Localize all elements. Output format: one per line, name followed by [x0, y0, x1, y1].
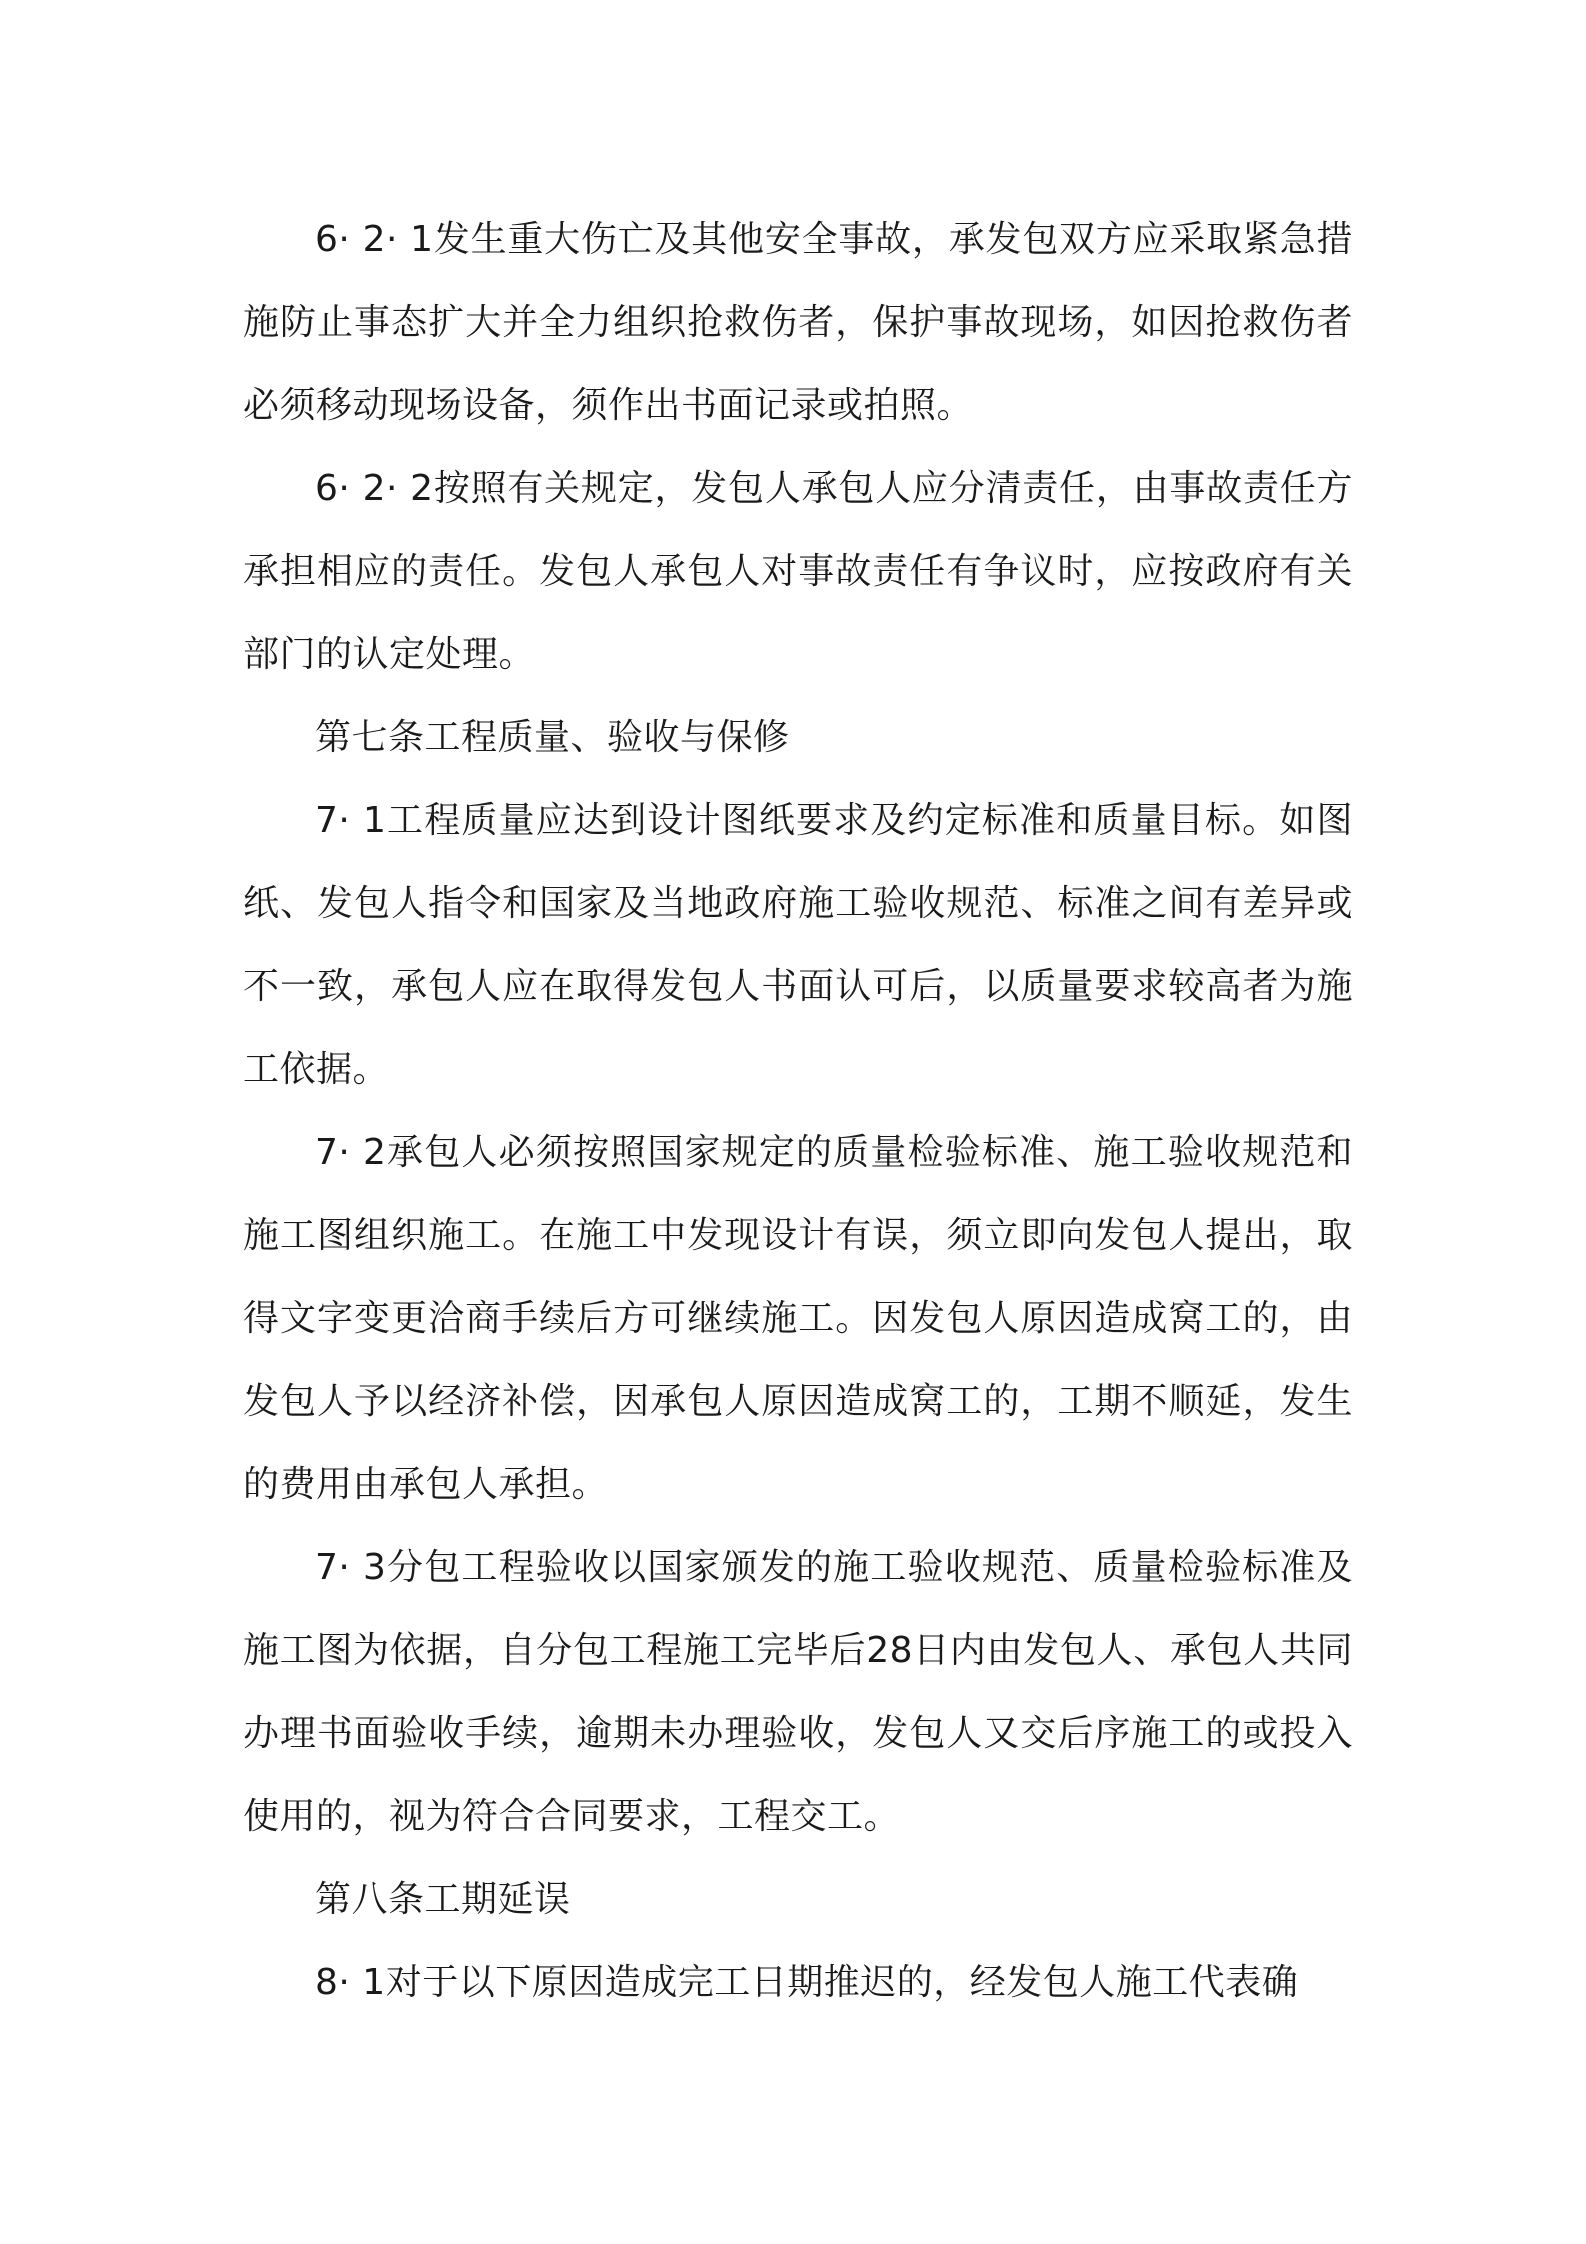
clause-7-3: 7· 3分包工程验收以国家颁发的施工验收规范、质量检验标准及施工图为依据，自分包工程施工完毕后28日内由发包人、承包人共同办理书面验收手续，逾期未办理验收，发包人又交后序施工的或投入使用的，视为符合合同要求，工程交工。 — [243, 1547, 1353, 1837]
document-body — [243, 198, 1353, 2024]
clause-7-2: 7· 2承包人必须按照国家规定的质量检验标准、施工验收规范和施工图组织施工。在施工中发现设计有误，须立即向发包人提出，取得文字变更洽商手续后方可继续施工。因发包人原因造成窝工的，由发包人予以经济补偿，因承包人原因造成窝工的，工期不顺延，发生的费用由承包人承担。 — [243, 1132, 1353, 1505]
clause-7-1: 7· 1工程质量应达到设计图纸要求及约定标准和质量目标。如图纸、发包人指令和国家及当地政府施工验收规范、标准之间有差异或不一致，承包人应在取得发包人书面认可后，以质量要求较高者为施工依据。 — [243, 800, 1353, 1090]
clause-8-1: 8· 1对于以下原因造成完工日期推迟的，经发包人施工代表确 — [315, 1962, 1299, 2003]
article-8-heading: 第八条工期延误 — [315, 1879, 571, 1920]
article-7-heading: 第七条工程质量、验收与保修 — [315, 717, 790, 758]
clause-6-2-2: 6· 2· 2按照有关规定，发包人承包人应分清责任，由事故责任方承担相应的责任。发包人承包人对事故责任有争议时，应按政府有关部门的认定处理。 — [243, 468, 1353, 675]
clause-6-2-1: 6· 2· 1发生重大伤亡及其他安全事故，承发包双方应采取紧急措施防止事态扩大并全力组织抢救伤者，保护事故现场，如因抢救伤者必须移动现场设备，须作出书面记录或拍照。 — [243, 219, 1353, 426]
